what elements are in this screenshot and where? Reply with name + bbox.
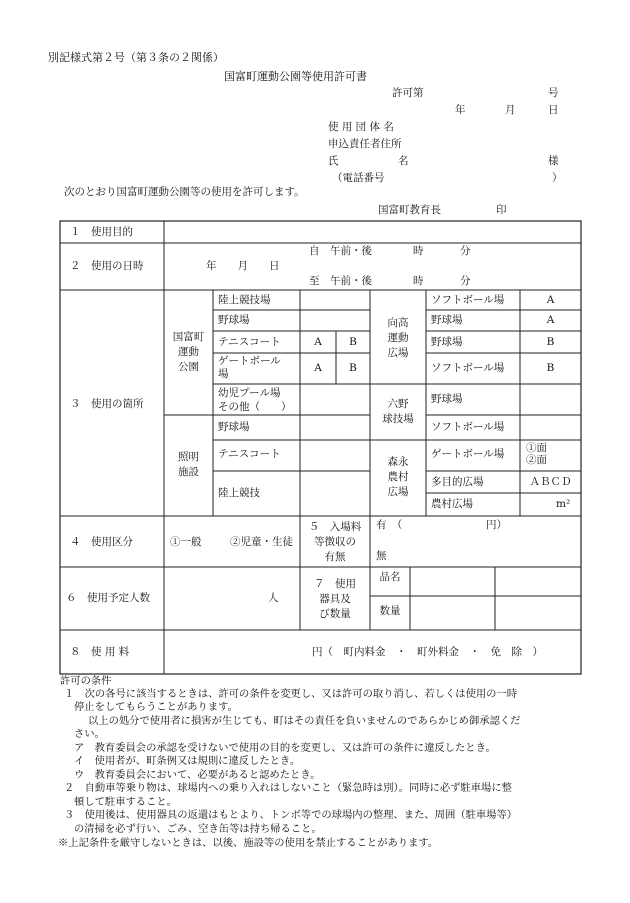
from-hour: 時 xyxy=(413,245,424,257)
to-minute: 分 xyxy=(460,275,471,287)
admission-fee-yen: 円） xyxy=(486,519,507,531)
usage-fee-label: ８ 使 用 料 xyxy=(70,646,130,658)
rokuya-item-softball: ソフトボール場 xyxy=(431,421,505,433)
tennis-court-b: B xyxy=(349,336,357,348)
mukaitaka-code-4: B xyxy=(546,362,555,374)
condition-1-cont: 停止をしてもらうことがあります。 xyxy=(74,701,238,713)
light-item-baseball: 野球場 xyxy=(218,421,250,433)
to-ampm: 午前・後 xyxy=(330,275,372,287)
tennis-court-a: A xyxy=(314,336,322,348)
mukaitaka-code-1: A xyxy=(546,294,555,306)
park-item-track: 陸上競技場 xyxy=(218,294,271,306)
to-hour: 時 xyxy=(413,275,424,287)
lighting-group-label: 照明 施設 xyxy=(178,451,199,478)
warning-note: ※上記条件を厳守しないときは、以後、施設等の使用を禁止することがあります。 xyxy=(58,837,439,849)
park-item-pool-other: 幼児プール場 その他（ ） xyxy=(218,387,292,413)
name-label-mid: 名 xyxy=(398,155,409,167)
rokuya-group-label: 六野 球技場 xyxy=(382,398,414,425)
admission-fee-no: 無 xyxy=(376,550,387,562)
from-ampm: 午前・後 xyxy=(330,245,372,257)
org-name-label: 使 用 団 体 名 xyxy=(328,121,394,133)
date-month: 月 xyxy=(505,104,516,116)
park-group-label: 国富町 運動 公園 xyxy=(172,331,205,373)
permit-statement: 次のとおり国富町運動公園等の使用を許可します。 xyxy=(64,186,305,198)
conditions-heading: 許可の条件 xyxy=(60,675,112,687)
permit-number-suffix: 号 xyxy=(548,87,559,99)
condition-2: ２ 自動車等乗り物は、球場内への乗り入れはしないこと（緊急時は別）。同時に必ず駐車場に整 xyxy=(64,782,512,794)
from-mark: 自 xyxy=(309,245,320,257)
permit-number-prefix: 許可第 xyxy=(392,87,424,99)
persons-unit: 人 xyxy=(268,592,279,604)
mukaitaka-item-baseball-a: 野球場 xyxy=(431,314,463,326)
gateball-court-b: B xyxy=(349,362,357,374)
condition-3-cont: の清掃を必ず行い、ごみ、空き缶等は持ち帰ること。 xyxy=(74,823,322,835)
category-students: ②児童・生徒 xyxy=(230,536,293,548)
light-item-tennis: テニスコート xyxy=(218,448,281,460)
condition-1: １ 次の各号に該当するときは、許可の条件を変更し、又は許可の取り消し、若しくは使用の一時 xyxy=(64,688,518,700)
condition-a: ア 教育委員会の承認を受けないで使用の目的を変更し、又は許可の条件に違反したとき。 xyxy=(74,742,496,754)
mukaitaka-item-softball-b: ソフトボール場 xyxy=(431,362,505,374)
admission-fee-yes: 有 （ xyxy=(376,519,403,531)
park-item-baseball: 野球場 xyxy=(218,314,250,326)
gateball-court-a: A xyxy=(314,362,322,374)
issuer: 国富町教育長 xyxy=(378,204,441,216)
rokuya-item-baseball: 野球場 xyxy=(431,393,463,405)
mukaitaka-code-3: B xyxy=(546,336,555,348)
date-year: 年 xyxy=(455,104,466,116)
category-label: ４ 使用区分 xyxy=(70,536,133,548)
from-minute: 分 xyxy=(460,245,471,257)
phone-close: ） xyxy=(552,172,563,184)
area-unit: m² xyxy=(556,498,571,510)
park-item-tennis: テニスコート xyxy=(218,336,281,348)
issuer-seal: 印 xyxy=(496,204,507,216)
gateball-court-count: ①面 ②面 xyxy=(526,442,547,466)
expected-attendance-label: ６ 使用予定人数 xyxy=(66,592,150,604)
morinaga-item-farm-plaza: 農村広場 xyxy=(431,498,473,510)
condition-2-cont: 頓して駐車すること。 xyxy=(74,796,177,808)
admission-fee-label: ５ 入場料 等徴収の 有無 xyxy=(308,521,362,563)
light-item-track: 陸上競技 xyxy=(218,487,260,499)
purpose-label: １ 使用目的 xyxy=(70,226,133,238)
form-number: 別記様式第２号（第３条の２関係） xyxy=(48,51,224,64)
category-general: ①一般 xyxy=(170,536,202,548)
morinaga-group-label: 森永 農村 広場 xyxy=(387,456,409,498)
mukaitaka-group-label: 向高 運動 広場 xyxy=(387,317,409,359)
condition-i: イ 使用者が、町条例又は規則に違反したとき。 xyxy=(74,755,301,767)
condition-1-note: 以上の処分で使用者に損害が生じても、町はその責任を負いませんのであらかじめ御承認くだ xyxy=(88,715,521,727)
address-label: 申込責任者住所 xyxy=(328,138,402,150)
morinaga-item-multipurpose: 多目的広場 xyxy=(431,476,484,488)
datetime-label: ２ 使用の日時 xyxy=(70,260,144,272)
name-seal-mark: 様 xyxy=(548,155,559,167)
equipment-label: ７ 使用 器具及 び数量 xyxy=(314,578,356,620)
condition-1-note-cont: さい。 xyxy=(74,728,105,740)
datetime-date: 年 月 日 xyxy=(206,260,280,272)
condition-u: ウ 教育委員会において、必要があると認めたとき。 xyxy=(74,769,321,781)
name-label-left: 氏 xyxy=(328,155,339,167)
condition-3: ３ 使用後は、使用器具の返還はもとより、トンボ等での球場内の整理、また、周囲（駐車場等） xyxy=(64,809,518,821)
morinaga-item-gateball: ゲートボール場 xyxy=(431,448,505,460)
date-day: 日 xyxy=(548,104,559,116)
multipurpose-codes: ＡＢＣＤ xyxy=(529,476,572,488)
document-title: 国富町運動公園等使用許可書 xyxy=(224,70,367,83)
equipment-quantity: 数量 xyxy=(379,605,401,617)
phone-label: （電話番号 xyxy=(332,172,385,184)
location-label: ３ 使用の箇所 xyxy=(70,398,144,410)
mukaitaka-code-2: A xyxy=(546,314,555,326)
park-item-gateball: ゲートボール 場 xyxy=(218,355,281,380)
mukaitaka-item-baseball-b: 野球場 xyxy=(431,336,463,348)
equipment-item-name: 品名 xyxy=(379,571,401,583)
usage-fee-options: 円（ 町内料金 ・ 町外料金 ・ 免 除 ） xyxy=(312,646,543,658)
to-mark: 至 xyxy=(309,275,320,287)
mukaitaka-item-softball-a: ソフトボール場 xyxy=(431,294,505,306)
